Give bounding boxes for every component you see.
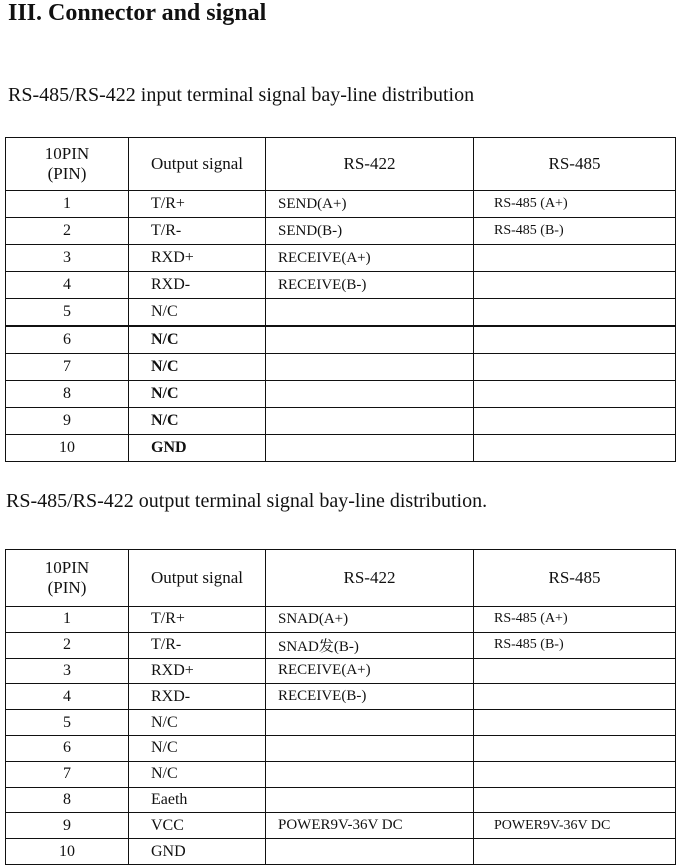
header-rs422: RS-422 <box>266 138 474 191</box>
pin-cell: 9 <box>6 813 129 839</box>
table-row <box>6 191 676 218</box>
signal-cell: RXD+ <box>129 245 266 272</box>
rs422-cell <box>266 327 474 354</box>
table-header-row <box>6 138 676 191</box>
rs485-cell <box>474 381 676 408</box>
rs422-cell <box>266 839 474 865</box>
rs485-cell: POWER9V-36V DC <box>474 813 676 839</box>
rs422-cell: SNAD(A+) <box>266 607 474 633</box>
signal-cell: T/R+ <box>129 191 266 218</box>
rs485-cell <box>474 327 676 354</box>
signal-cell: N/C <box>129 327 266 354</box>
header-rs422: RS-422 <box>266 550 474 607</box>
pin-cell: 2 <box>6 632 129 658</box>
table-row <box>6 218 676 245</box>
table-row <box>6 761 676 787</box>
output-table-caption: RS-485/RS-422 output terminal signal bay-line distribution. <box>6 490 488 512</box>
pin-cell: 8 <box>6 787 129 813</box>
signal-cell: GND <box>129 839 266 865</box>
table-row <box>6 632 676 658</box>
table-row <box>6 272 676 299</box>
signal-cell: T/R+ <box>129 607 266 633</box>
header-output-signal: Output signal <box>129 138 266 191</box>
input-signal-table <box>5 137 676 326</box>
signal-cell: N/C <box>129 381 266 408</box>
signal-cell: RXD+ <box>129 658 266 684</box>
rs485-cell <box>474 272 676 299</box>
rs485-cell <box>474 787 676 813</box>
header-pin: 10PIN (PIN) <box>6 138 129 191</box>
rs485-cell <box>474 735 676 761</box>
rs422-cell: SEND(B-) <box>266 218 474 245</box>
rs422-cell <box>266 408 474 435</box>
rs485-cell <box>474 839 676 865</box>
signal-cell: VCC <box>129 813 266 839</box>
rs422-cell: SEND(A+) <box>266 191 474 218</box>
table-row <box>6 435 676 462</box>
input-table-caption: RS-485/RS-422 input terminal signal bay-line distribution <box>8 84 475 106</box>
pin-cell: 10 <box>6 435 129 462</box>
header-output-signal: Output signal <box>129 550 266 607</box>
rs485-cell <box>474 761 676 787</box>
table-row <box>6 735 676 761</box>
rs485-cell: RS-485 (B-) <box>474 218 676 245</box>
table-row <box>6 327 676 354</box>
rs422-cell <box>266 435 474 462</box>
rs422-cell: RECEIVE(A+) <box>266 658 474 684</box>
table-row <box>6 710 676 736</box>
rs485-cell: RS-485 (A+) <box>474 607 676 633</box>
signal-cell: T/R- <box>129 632 266 658</box>
pin-cell: 7 <box>6 761 129 787</box>
pin-cell: 6 <box>6 735 129 761</box>
signal-cell: Eaeth <box>129 787 266 813</box>
header-rs485: RS-485 <box>474 550 676 607</box>
rs422-cell <box>266 381 474 408</box>
rs422-cell <box>266 787 474 813</box>
table-row <box>6 408 676 435</box>
signal-cell: N/C <box>129 761 266 787</box>
pin-cell: 5 <box>6 299 129 326</box>
rs422-cell <box>266 354 474 381</box>
signal-cell: N/C <box>129 710 266 736</box>
pin-cell: 7 <box>6 354 129 381</box>
rs485-cell <box>474 710 676 736</box>
rs422-cell <box>266 761 474 787</box>
pin-cell: 10 <box>6 839 129 865</box>
pin-cell: 8 <box>6 381 129 408</box>
pin-cell: 9 <box>6 408 129 435</box>
rs485-cell <box>474 658 676 684</box>
rs485-cell <box>474 299 676 326</box>
table-row <box>6 245 676 272</box>
header-pin: 10PIN (PIN) <box>6 550 129 607</box>
table-row <box>6 381 676 408</box>
header-rs485: RS-485 <box>474 138 676 191</box>
signal-cell: T/R- <box>129 218 266 245</box>
rs422-cell <box>266 735 474 761</box>
rs485-cell <box>474 408 676 435</box>
pin-cell: 2 <box>6 218 129 245</box>
rs485-cell <box>474 245 676 272</box>
signal-cell: RXD- <box>129 272 266 299</box>
rs485-cell <box>474 684 676 710</box>
table-row <box>6 684 676 710</box>
table-row <box>6 658 676 684</box>
pin-cell: 6 <box>6 327 129 354</box>
rs422-cell: RECEIVE(A+) <box>266 245 474 272</box>
pin-cell: 4 <box>6 272 129 299</box>
table-row <box>6 839 676 865</box>
rs485-cell: RS-485 (A+) <box>474 191 676 218</box>
signal-cell: RXD- <box>129 684 266 710</box>
pin-cell: 5 <box>6 710 129 736</box>
output-signal-table <box>5 549 676 865</box>
signal-cell: N/C <box>129 299 266 326</box>
table-row <box>6 813 676 839</box>
rs485-cell <box>474 354 676 381</box>
section-title: III. Connector and signal <box>8 0 267 26</box>
pin-cell: 1 <box>6 191 129 218</box>
table-row <box>6 787 676 813</box>
table-header-row <box>6 550 676 607</box>
signal-cell: N/C <box>129 735 266 761</box>
rs485-cell <box>474 435 676 462</box>
signal-cell: N/C <box>129 354 266 381</box>
rs422-cell: RECEIVE(B-) <box>266 272 474 299</box>
rs485-cell: RS-485 (B-) <box>474 632 676 658</box>
table-row <box>6 607 676 633</box>
signal-cell: GND <box>129 435 266 462</box>
pin-cell: 3 <box>6 245 129 272</box>
table-row <box>6 299 676 326</box>
table-row <box>6 354 676 381</box>
input-signal-table-continued <box>5 326 676 462</box>
pin-cell: 3 <box>6 658 129 684</box>
pin-cell: 1 <box>6 607 129 633</box>
rs422-cell: POWER9V-36V DC <box>266 813 474 839</box>
rs422-cell <box>266 710 474 736</box>
rs422-cell <box>266 299 474 326</box>
rs422-cell: SNAD发(B-) <box>266 632 474 658</box>
signal-cell: N/C <box>129 408 266 435</box>
rs422-cell: RECEIVE(B-) <box>266 684 474 710</box>
pin-cell: 4 <box>6 684 129 710</box>
